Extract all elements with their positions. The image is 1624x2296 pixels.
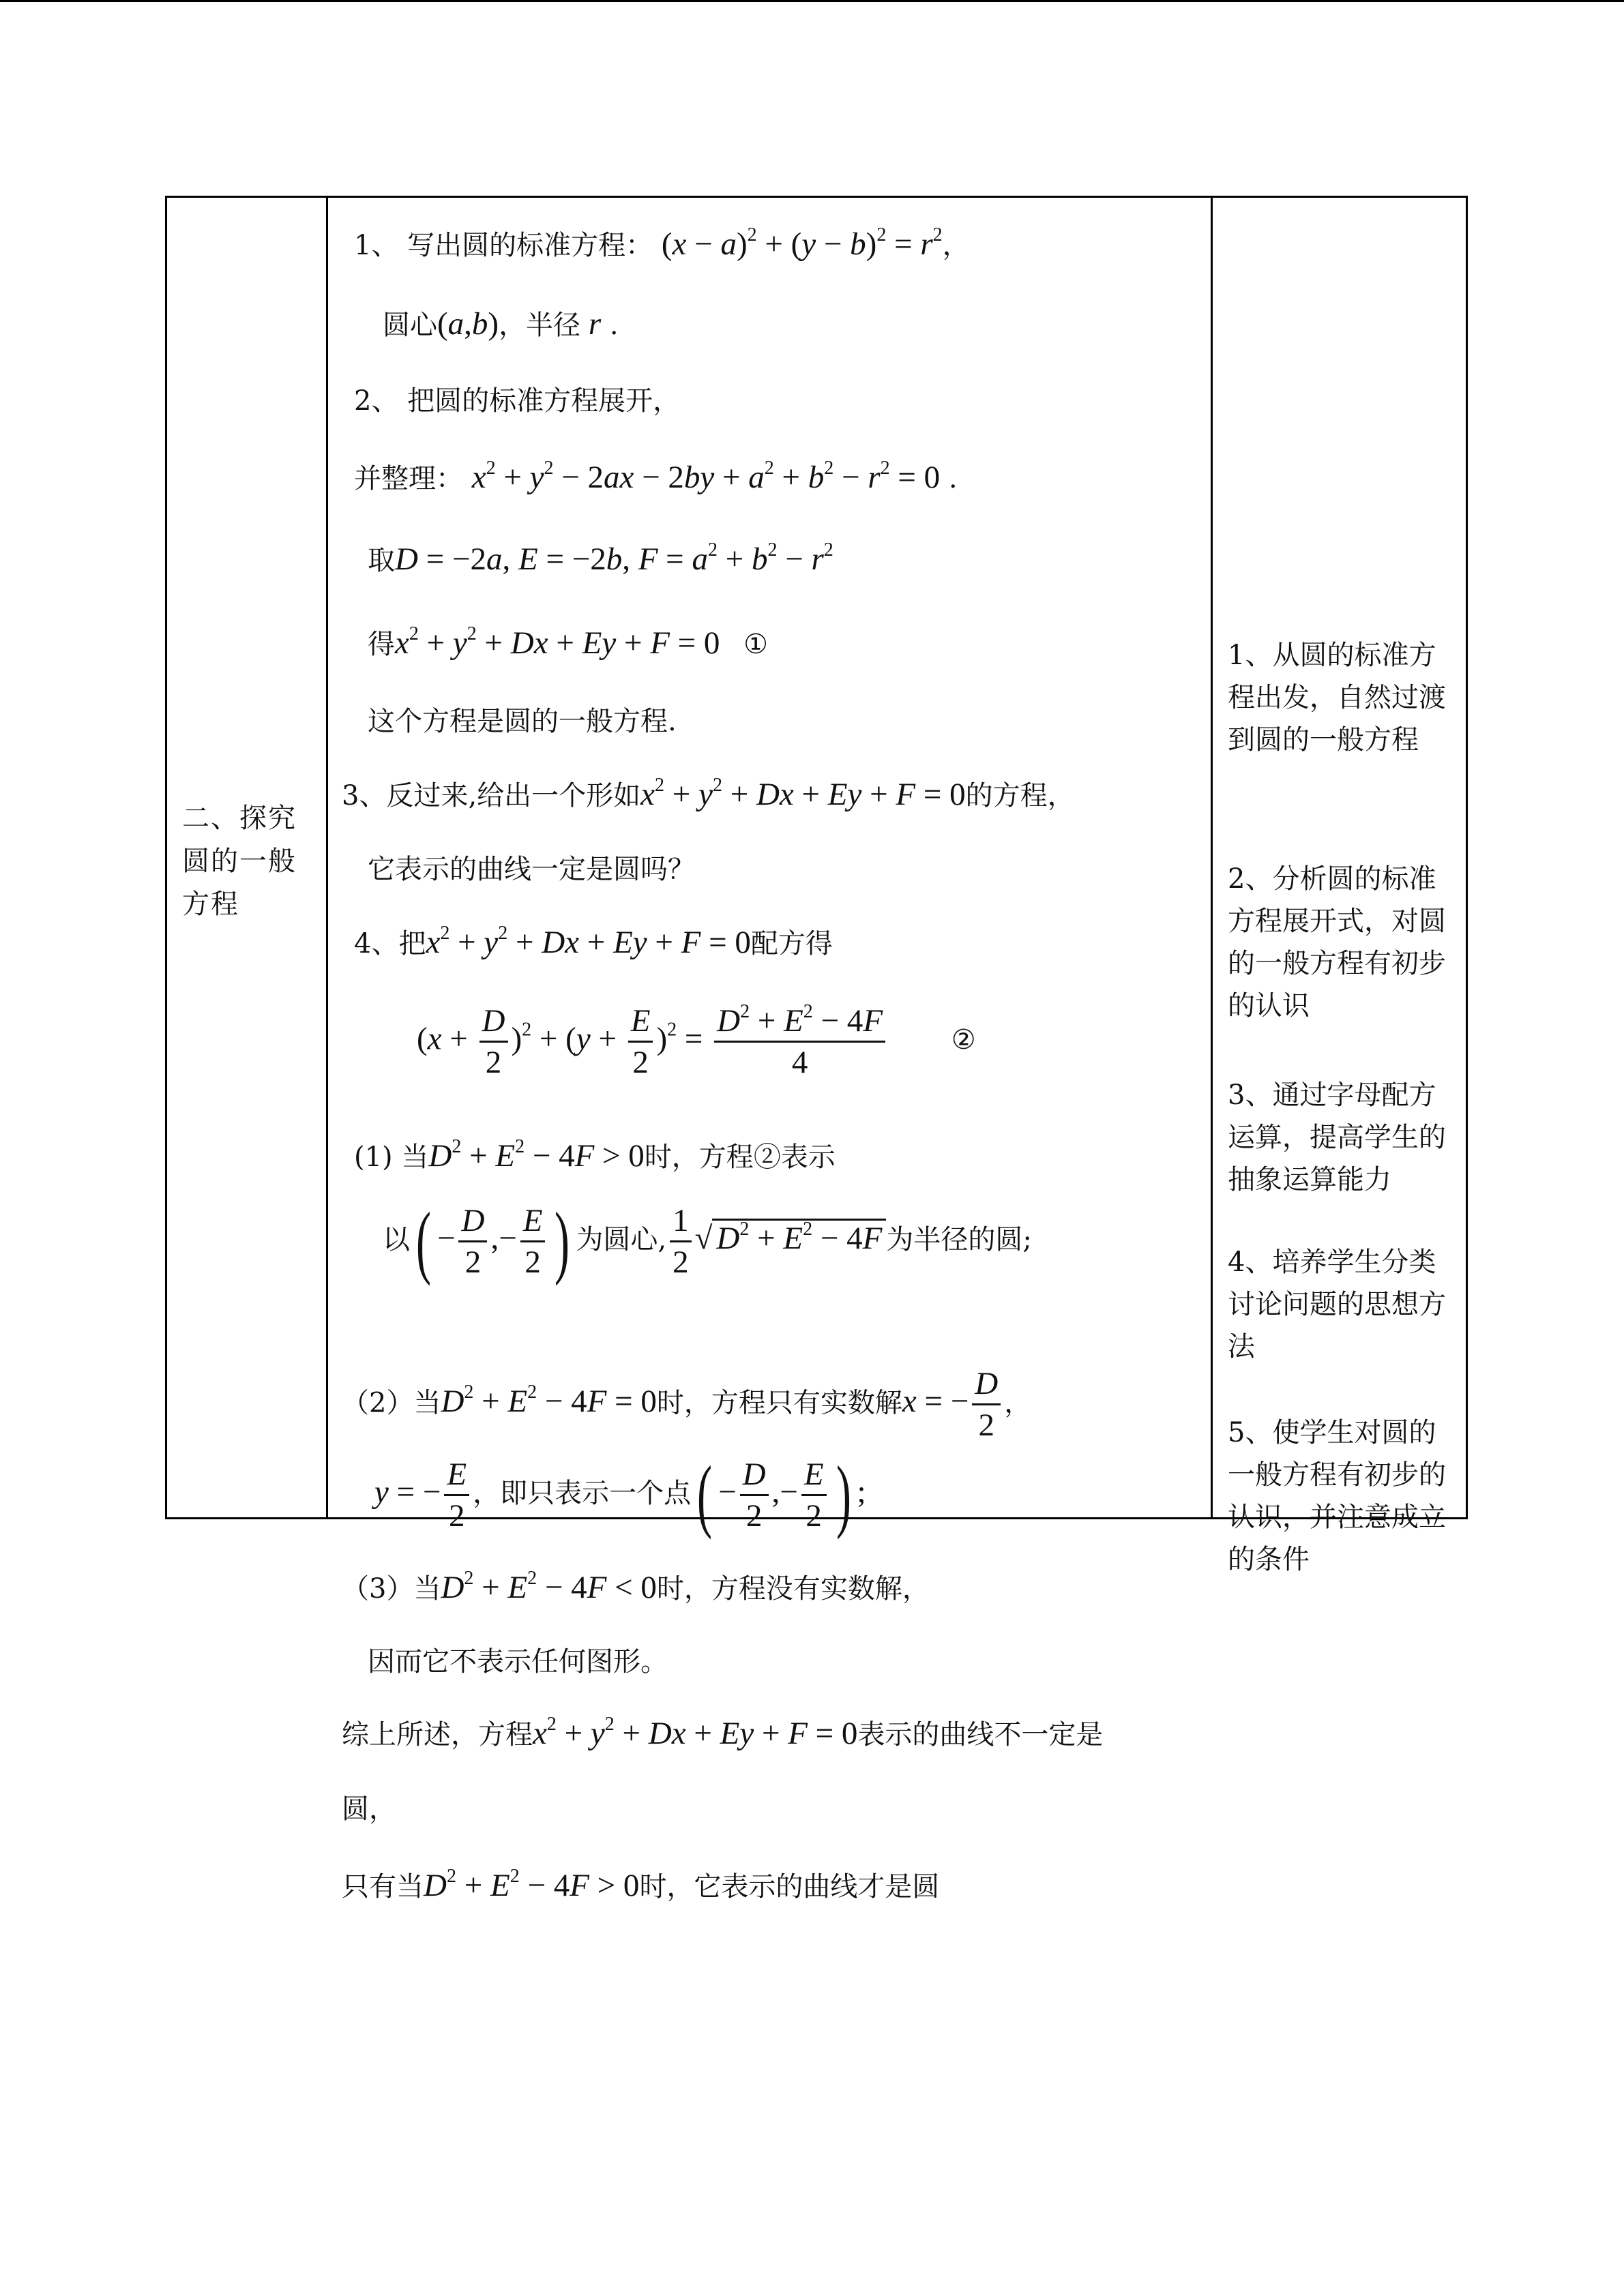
step3-text: 3、反过来,给出一个形如 [342,780,641,811]
fraction: $\frac{D}{2}$ [479,1001,508,1082]
summary-condition-prefix: 只有当 [342,1871,424,1903]
case2-mid: 时，方程只有实数解 [656,1387,902,1419]
equation-ref: ② [753,1142,781,1173]
case1-line [354,1135,836,1178]
case3-conclusion: 因而它不表示任何图形。 [368,1646,668,1678]
center-label: 圆心 [383,310,437,341]
step4-line [354,922,833,964]
case3-conclusion-line [368,1641,668,1682]
summary-line-1 [342,1713,1103,1755]
substitution-label: 取 [368,545,395,576]
case2-point: ( − $\frac{D}{2}$ ,− $\frac{E}{2}$ ) ; [697,1449,866,1540]
step4-suffix: 配方得 [750,928,833,959]
center-radius-line: 圆心(a,b)，半径 r . [383,306,619,342]
case1-radius-suffix: 为半径的圆; [886,1223,1032,1255]
note-item: 2、分析圆的标准方程展开式，对圆的一般方程有初步的认识 [1228,863,1446,1022]
standard-equation: $(x - a)^2 + (y - b)^2 = r^2$ [661,224,943,262]
step2-line [354,381,680,421]
definition-line [368,701,677,742]
completed-square-equation: (x + $\frac{D}{2}$ )$^2$ + (y + $\frac{E}{2}$ )$^2$ = $\frac{D^2 + E^2 - 4F}{4}$ ② [417,1001,976,1082]
case1-center-mid: 为圆心, [576,1223,667,1255]
case1-center-line [383,1195,1032,1286]
expanded-equation: $x^2 + y^2 - 2ax - 2by + a^2 + b^2 - r^2 = 0$ [471,458,941,495]
fraction: $\frac{E}{2}$ [628,1001,653,1082]
note-item: 4、培养学生分类讨论问题的思想方法 [1228,1247,1446,1362]
case1-label: (1) 当 [354,1142,429,1173]
result-label: 得 [368,629,395,660]
case2-x-solution: x = − $\frac{D}{2}$ [902,1384,1004,1419]
case1-center: ( − $\frac{D}{2}$ ,− $\frac{E}{2}$ ) [415,1195,570,1286]
lesson-table [165,196,1468,1903]
radius-symbol: r [580,306,602,342]
summary-condition-suffix: 时，它表示的曲线才是圆 [639,1871,940,1903]
step2-text: 2、 把圆的标准方程展开， [354,385,681,417]
question-text: 它表示的曲线一定是圆吗？ [368,854,695,885]
case1-suffix: 表示 [780,1142,836,1173]
note-item: 1、从圆的标准方程出发，自然过渡到圆的一般方程 [1228,640,1446,756]
case1-mid: 时，方程 [644,1142,754,1173]
summary-condition: $D^2 + E^2 - 4F > 0$ [424,1866,640,1903]
radius-label: ，半径 [499,310,581,341]
case2-condition: $D^2 + E^2 - 4F = 0$ [441,1382,657,1420]
case2-line: （2）当$D^2 + E^2 - 4F = 0$时，方程只有实数解x = − $\frac{D}{2}$ ， [342,1364,1031,1445]
case2-y-solution: y = − $\frac{E}{2}$ [374,1474,473,1510]
general-equation: $x^2 + y^2 + Dx + Ey + F = 0$ [395,623,720,661]
equation-marker-2: ② [951,1024,976,1056]
step4-equation: $x^2 + y^2 + Dx + Ey + F = 0$ [426,923,751,960]
expanded-label: 并整理： [354,463,463,494]
case2-point-line [374,1449,866,1540]
summary-suffix: 表示的曲线不一定是 [857,1719,1104,1750]
question-line [368,849,695,890]
notes-cell [1212,197,1467,1575]
summary-line-2 [342,1789,396,1830]
case3-condition: $D^2 + E^2 - 4F < 0$ [441,1568,657,1605]
step1-text: 1、 写出圆的标准方程： [354,230,653,261]
step3-line [342,774,1075,816]
case3-line [342,1567,930,1609]
case1-center-prefix: 以 [383,1223,410,1255]
definition-text: 这个方程是圆的一般方程. [368,706,677,737]
note-item: 5、使学生对圆的一般方程有初步的认识，并注意成立的条件 [1228,1417,1446,1575]
case2-label: （2）当 [342,1387,441,1419]
summary-line-3 [342,1865,939,1907]
step4-text: 4、把 [354,928,426,959]
step3-suffix: 的方程， [965,780,1075,811]
case3-label: （3）当 [342,1573,441,1605]
case2-point-text: ，即只表示一个点 [473,1477,692,1509]
substitution-equation: D = −2a, E = −2b, $F = a^2 + b^2 - r^2$ [395,539,833,577]
page-top-border [0,0,1624,2]
section-cell [166,197,327,1519]
case1-condition: $D^2 + E^2 - 4F > 0$ [428,1136,645,1174]
substitution-line [368,539,833,581]
summary-equation: $x^2 + y^2 + Dx + Ey + F = 0$ [533,1714,858,1751]
summary-prefix: 综上所述，方程 [342,1719,533,1750]
fraction: $\frac{D^2 + E^2 - 4F}{4}$ [714,1001,885,1082]
equation-marker-1: ① [743,629,769,660]
case1-radius: $\frac{1}{2}$ √ $D^2 + E^2 - 4F$ [666,1221,886,1256]
summary-continuation: 圆， [342,1793,396,1825]
center-value: (a,b) [437,306,499,342]
section-label: 二、探究圆的一般方程 [182,803,297,920]
general-equation-line [368,623,768,665]
content-cell [327,197,1212,1903]
general-form: $x^2 + y^2 + Dx + Ey + F = 0$ [640,775,966,812]
case3-mid: 时，方程没有实数解， [656,1573,930,1605]
step1-line: 1、 写出圆的标准方程： $(x - a)^2 + (y - b)^2 = r^2$， [354,224,970,262]
table-row [166,197,1467,1519]
note-item: 3、通过字母配方运算，提高学生的抽象运算能力 [1228,1079,1446,1195]
expanded-line: 并整理： $x^2 + y^2 - 2ax - 2by + a^2 + b^2 - r^2 = 0$ . [354,458,958,495]
